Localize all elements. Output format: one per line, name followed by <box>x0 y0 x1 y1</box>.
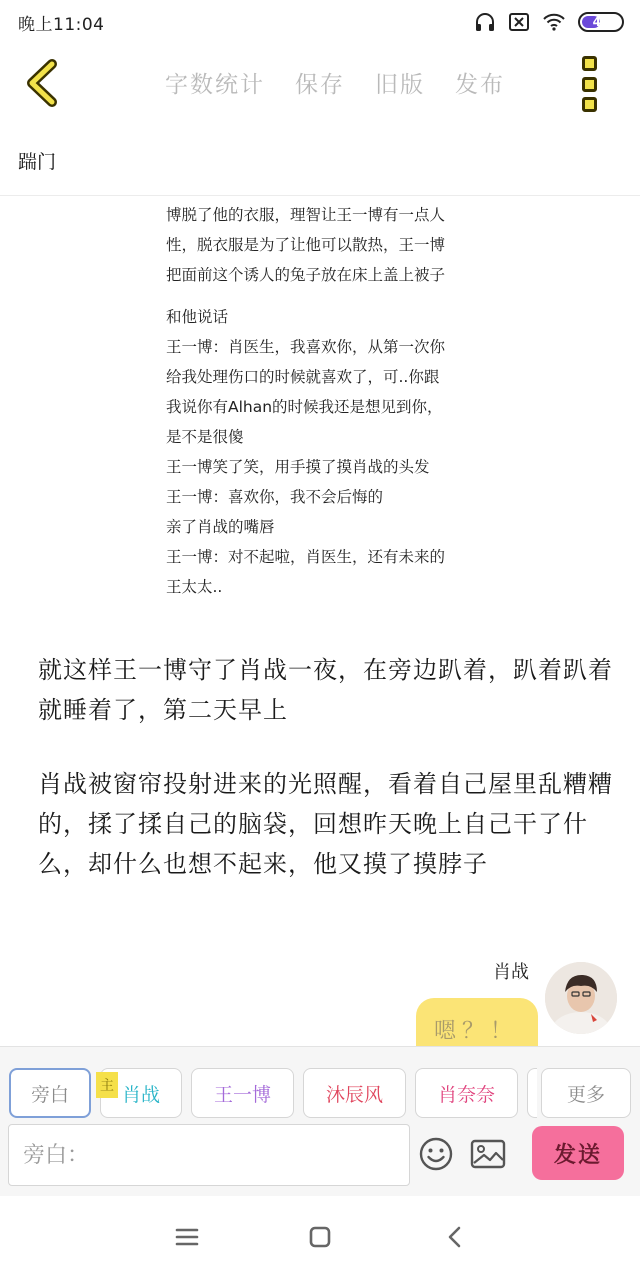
headphones-icon <box>474 12 496 32</box>
chat-bubble[interactable]: 嗯？！ <box>416 998 538 1050</box>
battery-level: 44 <box>592 15 610 29</box>
role-label: 沐辰风 <box>325 1083 383 1106</box>
emoji-icon[interactable] <box>418 1136 454 1172</box>
note-line: 王一博：肖医生，我喜欢你，从第一次你 <box>166 338 446 356</box>
publish-button[interactable]: 发布 <box>455 72 505 98</box>
role-label: 旁白 <box>30 1083 69 1106</box>
old-version-button[interactable]: 旧版 <box>375 72 425 98</box>
status-time: 晚上11:04 <box>18 14 105 35</box>
editor-toolbar <box>0 44 640 124</box>
role-label: 肖奈奈 <box>437 1083 495 1106</box>
status-bar <box>0 0 640 44</box>
document-title[interactable]: 踹门 <box>18 151 57 173</box>
note-line: 王一博：喜欢你，我不会后悔的 <box>166 488 384 506</box>
word-count-button[interactable]: 字数统计 <box>165 72 265 98</box>
wifi-icon <box>542 12 566 32</box>
note-paragraph <box>166 302 445 602</box>
note-line: 给我处理伤口的时候就喜欢了，可..你跟 <box>166 368 440 386</box>
note-line: 是不是很傻 <box>166 428 244 446</box>
more-dot <box>582 77 597 92</box>
sim-no-signal-icon <box>508 12 530 32</box>
role-chip-xiaonainai[interactable] <box>415 1068 518 1118</box>
role-label: 肖战 <box>121 1083 160 1106</box>
note-paragraph <box>166 200 445 290</box>
divider <box>0 195 640 196</box>
note-line: 把面前这个诱人的兔子放在床上盖上被子 <box>166 266 446 284</box>
battery-icon <box>578 12 624 32</box>
note-line: 和他说话 <box>166 308 229 326</box>
note-line: 王一博：对不起啦，肖医生，还有未来的 <box>166 548 446 566</box>
speaker-name: 肖战 <box>493 962 529 983</box>
note-line: 亲了肖战的嘴唇 <box>166 518 275 536</box>
message-input[interactable] <box>9 1125 409 1185</box>
note-line: 王太太.. <box>166 578 223 596</box>
back-icon[interactable] <box>440 1222 470 1252</box>
status-icons <box>474 12 624 32</box>
message-input-box[interactable] <box>8 1124 410 1186</box>
role-label: 王一博 <box>213 1083 271 1106</box>
more-vertical-icon[interactable] <box>578 56 600 112</box>
menu-icon[interactable] <box>172 1222 202 1252</box>
role-chip-partial[interactable] <box>527 1068 537 1118</box>
save-button[interactable]: 保存 <box>295 72 345 98</box>
more-dot <box>582 56 597 71</box>
main-character-badge: 主 <box>96 1072 118 1098</box>
story-paragraph[interactable]: 肖战被窗帘投射进来的光照醒，看着自己屋里乱糟糟的，揉了揉自己的脑袋，回想昨天晚上自己干了什么，却什么也想不起来，他又摸了摸脖子 <box>38 770 613 878</box>
note-line: 王一博笑了笑，用手摸了摸肖战的头发 <box>166 458 430 476</box>
toolbar-actions <box>165 66 505 99</box>
chevron-left-icon[interactable] <box>20 58 64 108</box>
story-paragraph[interactable]: 就这样王一博守了肖战一夜，在旁边趴着，趴着趴着就睡着了，第二天早上 <box>38 656 613 724</box>
more-roles-button[interactable] <box>541 1068 631 1118</box>
role-label: 更多 <box>566 1083 605 1106</box>
note-line: 性，脱衣服是为了让他可以散热，王一博 <box>166 236 446 254</box>
more-dot <box>582 97 597 112</box>
avatar[interactable] <box>545 962 617 1034</box>
send-button[interactable]: 发送 <box>532 1126 624 1180</box>
role-chip-muchenfeng[interactable] <box>303 1068 406 1118</box>
system-navigation-bar <box>0 1196 640 1280</box>
role-chip-narrator[interactable] <box>9 1068 91 1118</box>
embedded-note-image[interactable] <box>150 198 490 613</box>
note-line: 博脱了他的衣服，理智让王一博有一点人 <box>166 206 446 224</box>
image-icon[interactable] <box>470 1138 506 1170</box>
home-square-icon[interactable] <box>305 1222 335 1252</box>
note-line: 我说你有Alhan的时候我还是想见到你， <box>166 398 443 416</box>
role-chip-wangyibo[interactable] <box>191 1068 294 1118</box>
